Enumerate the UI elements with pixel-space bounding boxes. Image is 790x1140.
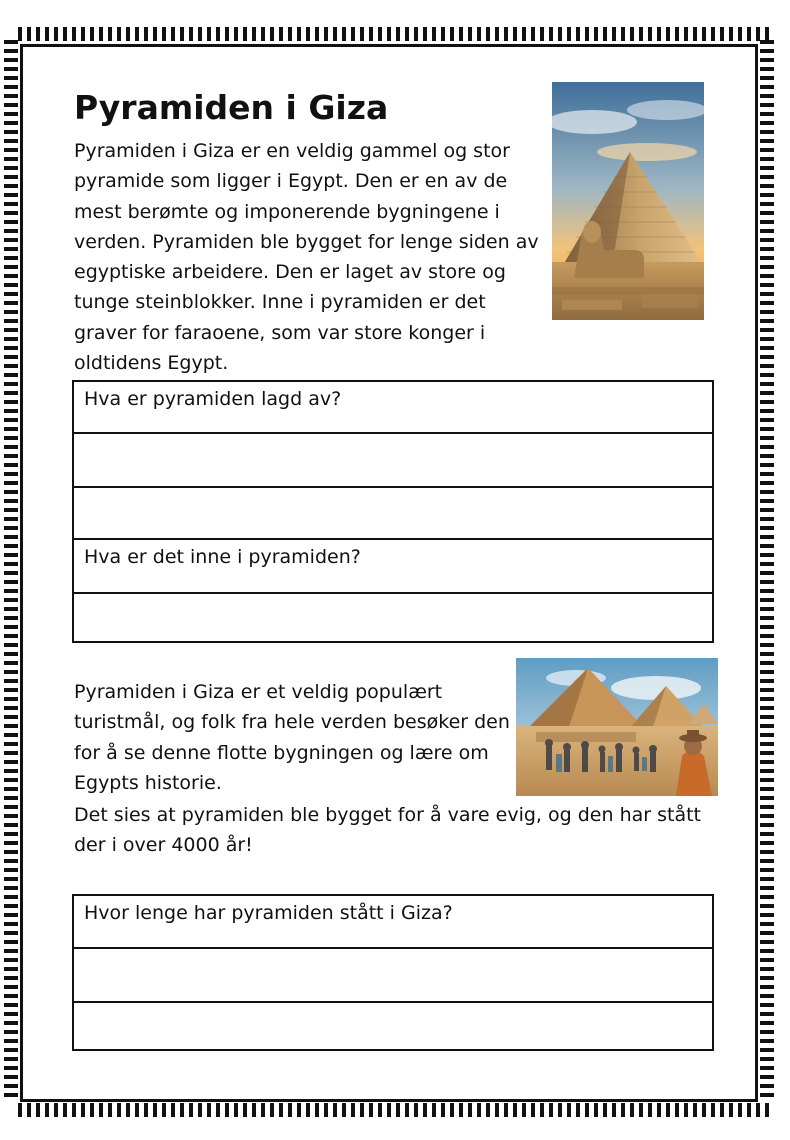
question-row xyxy=(74,896,712,947)
page-title: Pyramiden i Giza xyxy=(74,88,389,127)
question-row xyxy=(74,382,712,432)
intro-paragraph: Pyramiden i Giza er en veldig gammel og stor pyramide som ligger i Egypt. Den er en av de mest berømte og imponerende bygningene i verden. Pyramiden ble bygget for lenge siden av egyptiske arbeidere. Den er laget av store og tunge steinblokker. Inne i pyramiden er det graver for faraoene, som var store konger i oldtidens Egypt. xyxy=(74,140,539,375)
answer-line[interactable] xyxy=(74,1001,712,1051)
age-paragraph: Det sies at pyramiden ble bygget for å vare evig, og den har stått der i over 4000 år! xyxy=(74,804,701,857)
question-row xyxy=(74,538,712,592)
answer-line[interactable] xyxy=(74,486,712,538)
pyramid-sphinx-photo xyxy=(552,82,704,320)
top-border-ticks xyxy=(18,27,770,41)
bottom-border-ticks xyxy=(18,1103,770,1117)
question-text: Hva er pyramiden lagd av? xyxy=(84,388,342,410)
answer-line[interactable] xyxy=(74,947,712,1001)
question-text: Hvor lenge har pyramiden stått i Giza? xyxy=(84,902,453,924)
question-table-1 xyxy=(72,380,714,643)
right-border-ticks xyxy=(760,40,774,1102)
tourism-paragraph: Pyramiden i Giza er et veldig populært turistmål, og folk fra hele verden besøker den for å se denne flotte bygningen og lære om Egypts historie. xyxy=(74,681,510,794)
left-border-ticks xyxy=(4,40,18,1102)
answer-line[interactable] xyxy=(74,592,712,643)
question-text: Hva er det inne i pyramiden? xyxy=(84,546,361,568)
question-table-2 xyxy=(72,894,714,1051)
pyramids-tourists-photo xyxy=(516,658,718,796)
answer-line[interactable] xyxy=(74,432,712,486)
